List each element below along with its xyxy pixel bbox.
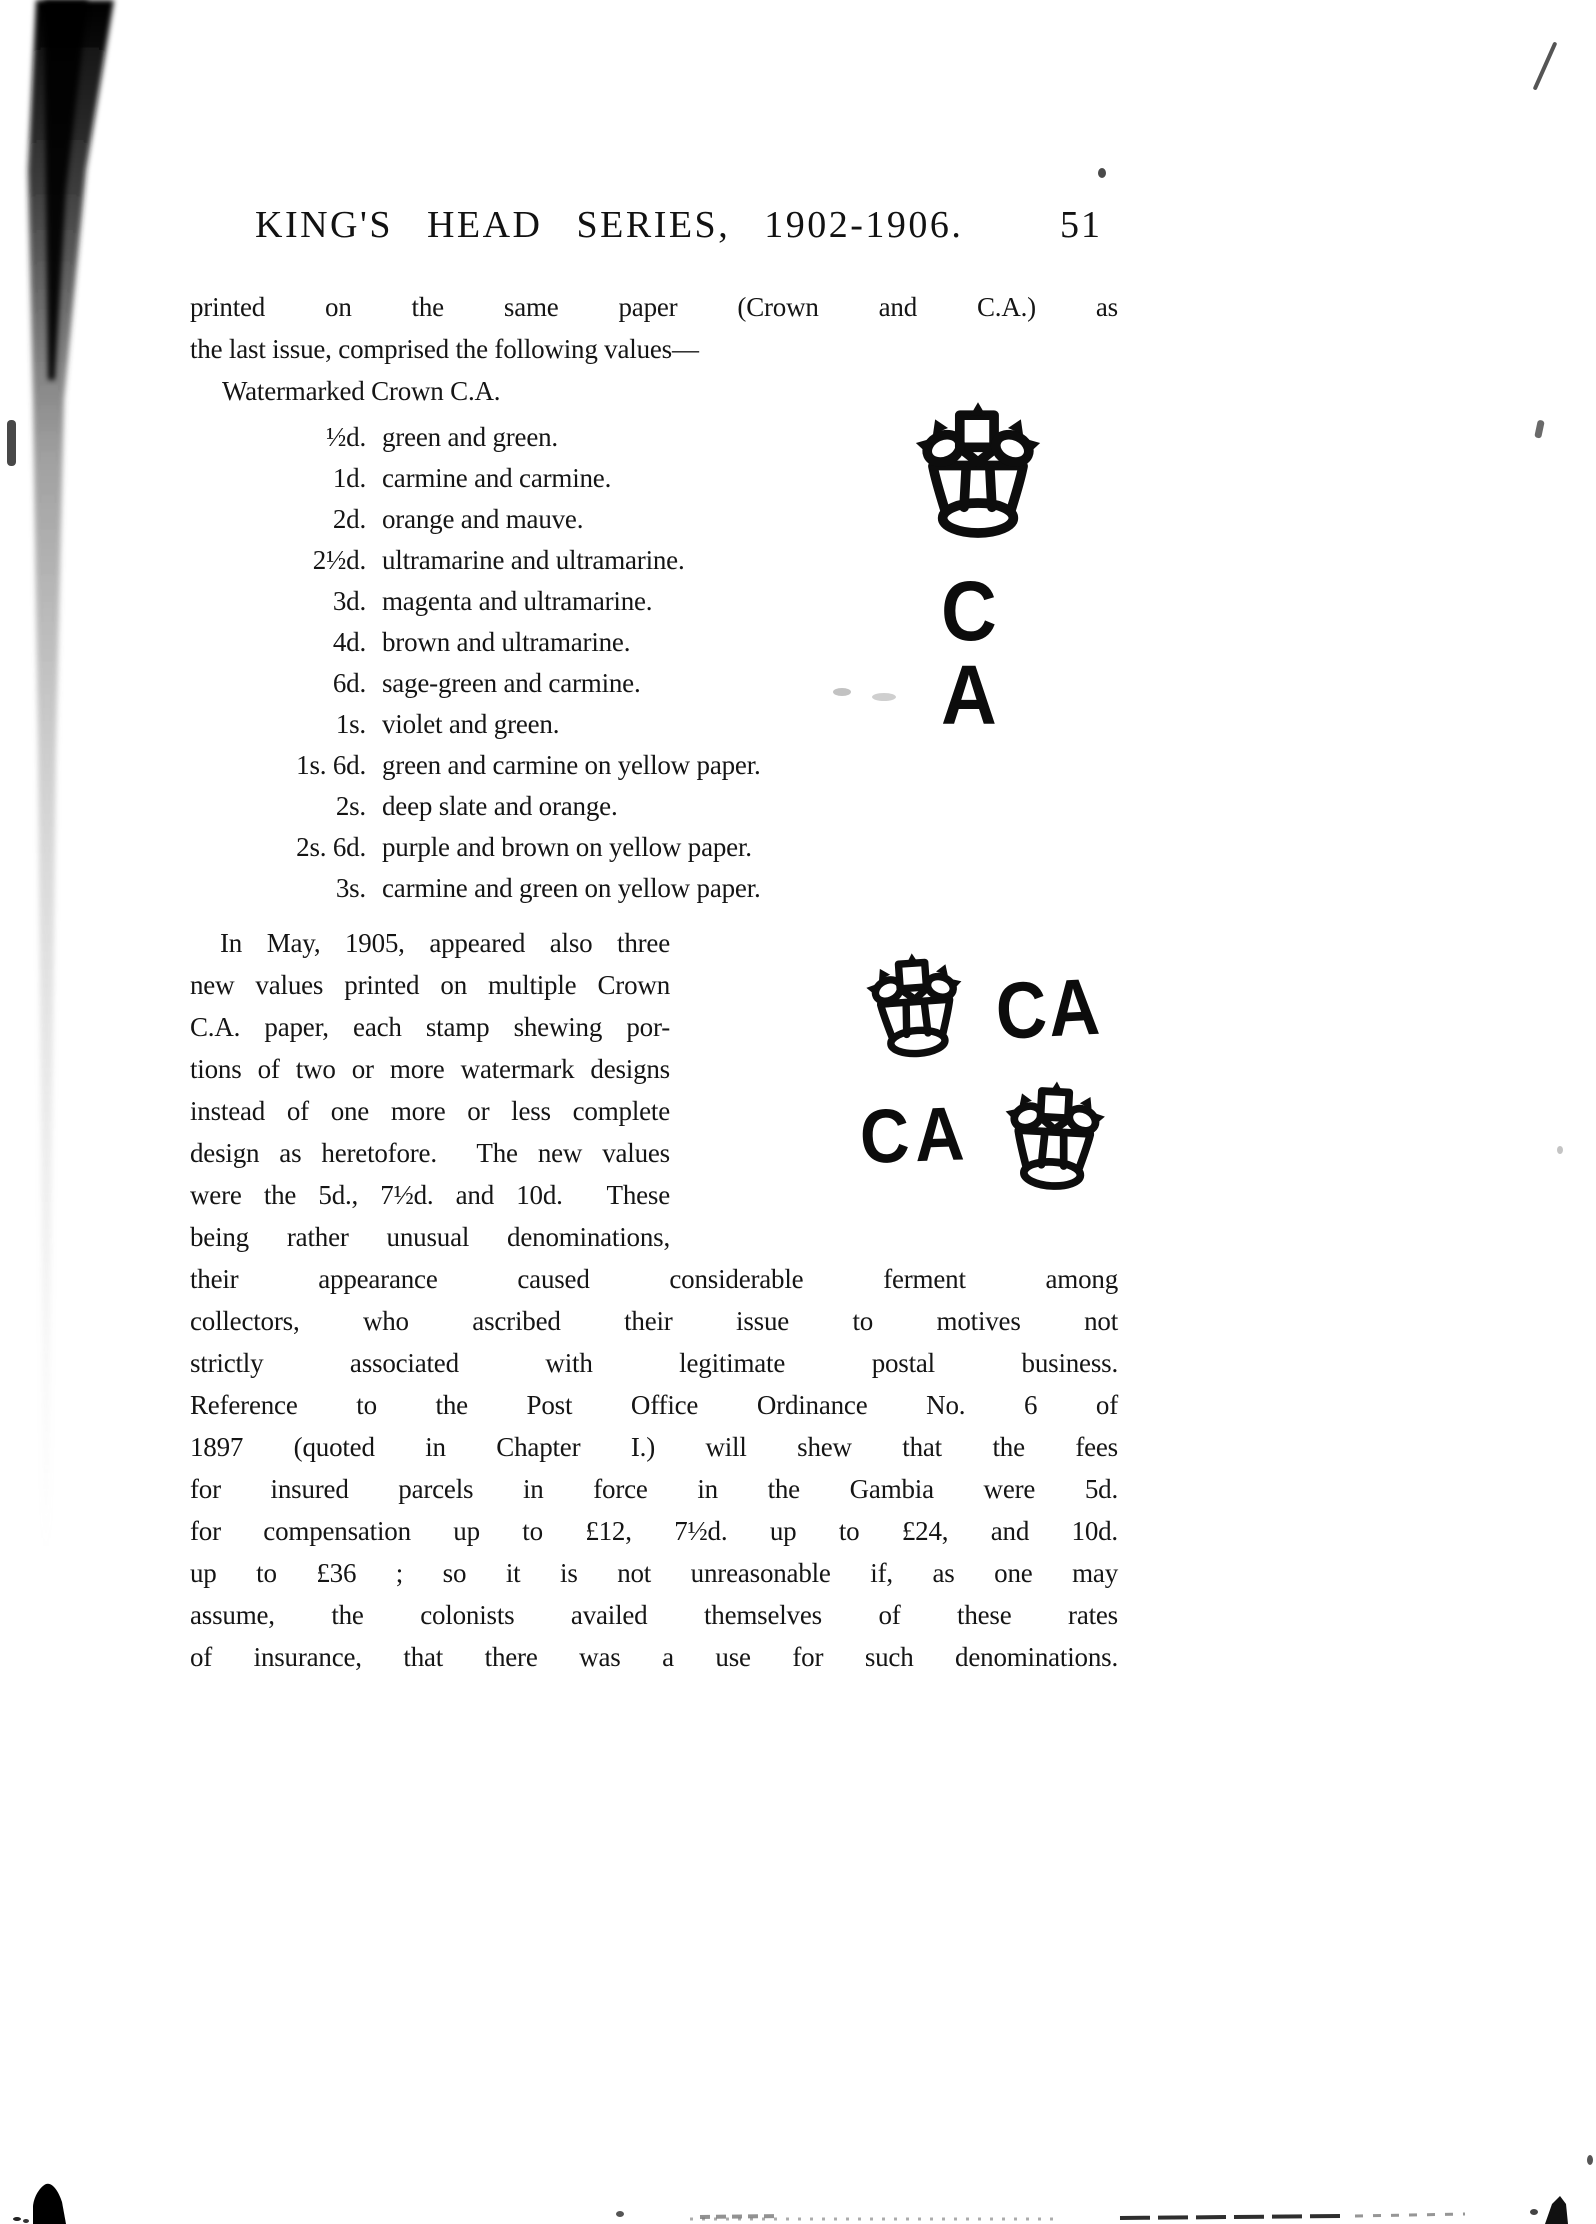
denomination-colors: violet and green. bbox=[382, 709, 560, 739]
denomination-colors: deep slate and orange. bbox=[382, 791, 618, 821]
denomination-colors: purple and brown on yellow paper. bbox=[382, 832, 752, 862]
denomination-value: 3s. bbox=[335, 873, 366, 903]
text-line: 1897 (quoted in Chapter I.) will shew that the fees bbox=[190, 1432, 1118, 1462]
crown-watermark-icon bbox=[903, 398, 1053, 548]
list-item bbox=[190, 827, 1118, 868]
speck bbox=[23, 2219, 29, 2223]
denomination-value: 2½d. bbox=[312, 545, 366, 575]
text-line: C.A. paper, each stamp shewing por- bbox=[190, 1012, 670, 1042]
speck bbox=[616, 2211, 624, 2217]
ink-blob bbox=[33, 2184, 66, 2224]
list-item bbox=[190, 786, 1118, 827]
paragraph-intro bbox=[190, 286, 1118, 370]
text-line: In May, 1905, appeared also three bbox=[220, 928, 670, 958]
text-line: for compensation up to £12, 7½d. up to £24, and 10d. bbox=[190, 1516, 1118, 1546]
text-line: their appearance caused considerable ferment among bbox=[190, 1264, 1118, 1294]
denomination-colors: ultramarine and ultramarine. bbox=[382, 545, 685, 575]
denomination-value: 2s. bbox=[335, 791, 366, 821]
text-line: the last issue, comprised the following values— bbox=[190, 334, 699, 364]
figure-crown-ca-single bbox=[895, 398, 1060, 742]
paragraph-may-1905 bbox=[190, 922, 670, 1258]
corner-blob bbox=[1545, 2196, 1568, 2224]
text-line: new values printed on multiple Crown bbox=[190, 970, 670, 1000]
gutter-shadow-core bbox=[44, 0, 88, 380]
speck bbox=[1587, 2155, 1593, 2165]
denomination-colors: brown and ultramarine. bbox=[382, 627, 631, 657]
text-line: up to £36 ; so it is not unreasonable if, as one may bbox=[190, 1558, 1118, 1588]
edge-mark bbox=[1534, 420, 1545, 439]
speck bbox=[13, 2217, 21, 2221]
watermark-heading: Watermarked Crown C.A. bbox=[222, 376, 501, 406]
speck bbox=[1557, 1146, 1563, 1154]
text-line: collectors, who ascribed their issue to motives not bbox=[190, 1306, 1118, 1336]
edge-mark bbox=[7, 420, 16, 466]
denomination-colors: green and carmine on yellow paper. bbox=[382, 750, 761, 780]
ca-letters: C A bbox=[941, 564, 1012, 742]
crown-watermark-icon bbox=[854, 946, 977, 1069]
text-line: for insured parcels in force in the Gambia were 5d. bbox=[190, 1474, 1118, 1504]
denomination-value: 6d. bbox=[332, 668, 366, 698]
text-line: tions of two or more watermark designs bbox=[190, 1054, 670, 1084]
bottom-dash-line bbox=[1120, 2216, 1345, 2218]
paragraph-continuation bbox=[190, 1258, 1118, 1678]
running-head-title: KING'S HEAD SERIES, 1902-1906. bbox=[255, 204, 964, 246]
denomination-value: 3d. bbox=[332, 586, 366, 616]
list-item bbox=[190, 868, 1118, 909]
bottom-dust-line bbox=[1355, 2214, 1465, 2216]
bottom-dust-line bbox=[700, 2216, 780, 2217]
denomination-value: 1s. bbox=[335, 709, 366, 739]
text-line: assume, the colonists availed themselves of these rates bbox=[190, 1600, 1118, 1630]
denomination-value: 1s. 6d. bbox=[296, 750, 366, 780]
page-header bbox=[0, 203, 1596, 249]
denomination-value: 4d. bbox=[332, 627, 366, 657]
denomination-colors: magenta and ultramarine. bbox=[382, 586, 653, 616]
page-number: 51 bbox=[1060, 204, 1102, 246]
speck bbox=[1530, 2209, 1538, 2215]
denomination-value: 2d. bbox=[332, 504, 366, 534]
text-line: being rather unusual denominations, bbox=[190, 1222, 670, 1252]
denomination-value: ½d. bbox=[326, 422, 366, 452]
list-item bbox=[190, 745, 1118, 786]
text-line: were the 5d., 7½d. and 10d. These bbox=[190, 1180, 670, 1210]
text-line: Reference to the Post Office Ordinance No. 6 of bbox=[190, 1390, 1118, 1420]
text-line: of insurance, that there was a use for such denominations. bbox=[190, 1642, 1118, 1672]
denomination-colors: carmine and carmine. bbox=[382, 463, 612, 493]
denomination-colors: carmine and green on yellow paper. bbox=[382, 873, 761, 903]
ca-letters: CA bbox=[993, 961, 1104, 1056]
denomination-colors: green and green. bbox=[382, 422, 558, 452]
corner-tick bbox=[1533, 41, 1558, 90]
denomination-value: 1d. bbox=[332, 463, 366, 493]
denomination-colors: sage-green and carmine. bbox=[382, 668, 641, 698]
ca-letters: CA bbox=[858, 1091, 972, 1180]
speck bbox=[1098, 168, 1106, 178]
denomination-value: 2s. 6d. bbox=[296, 832, 366, 862]
text-line: design as heretofore. The new values bbox=[190, 1138, 670, 1168]
text-line: printed on the same paper (Crown and C.A.) as bbox=[190, 292, 1118, 322]
text-line: instead of one more or less complete bbox=[190, 1096, 670, 1126]
denomination-colors: orange and mauve. bbox=[382, 504, 584, 534]
text-line: strictly associated with legitimate postal business. bbox=[190, 1348, 1118, 1378]
crown-watermark-icon bbox=[991, 1075, 1117, 1201]
